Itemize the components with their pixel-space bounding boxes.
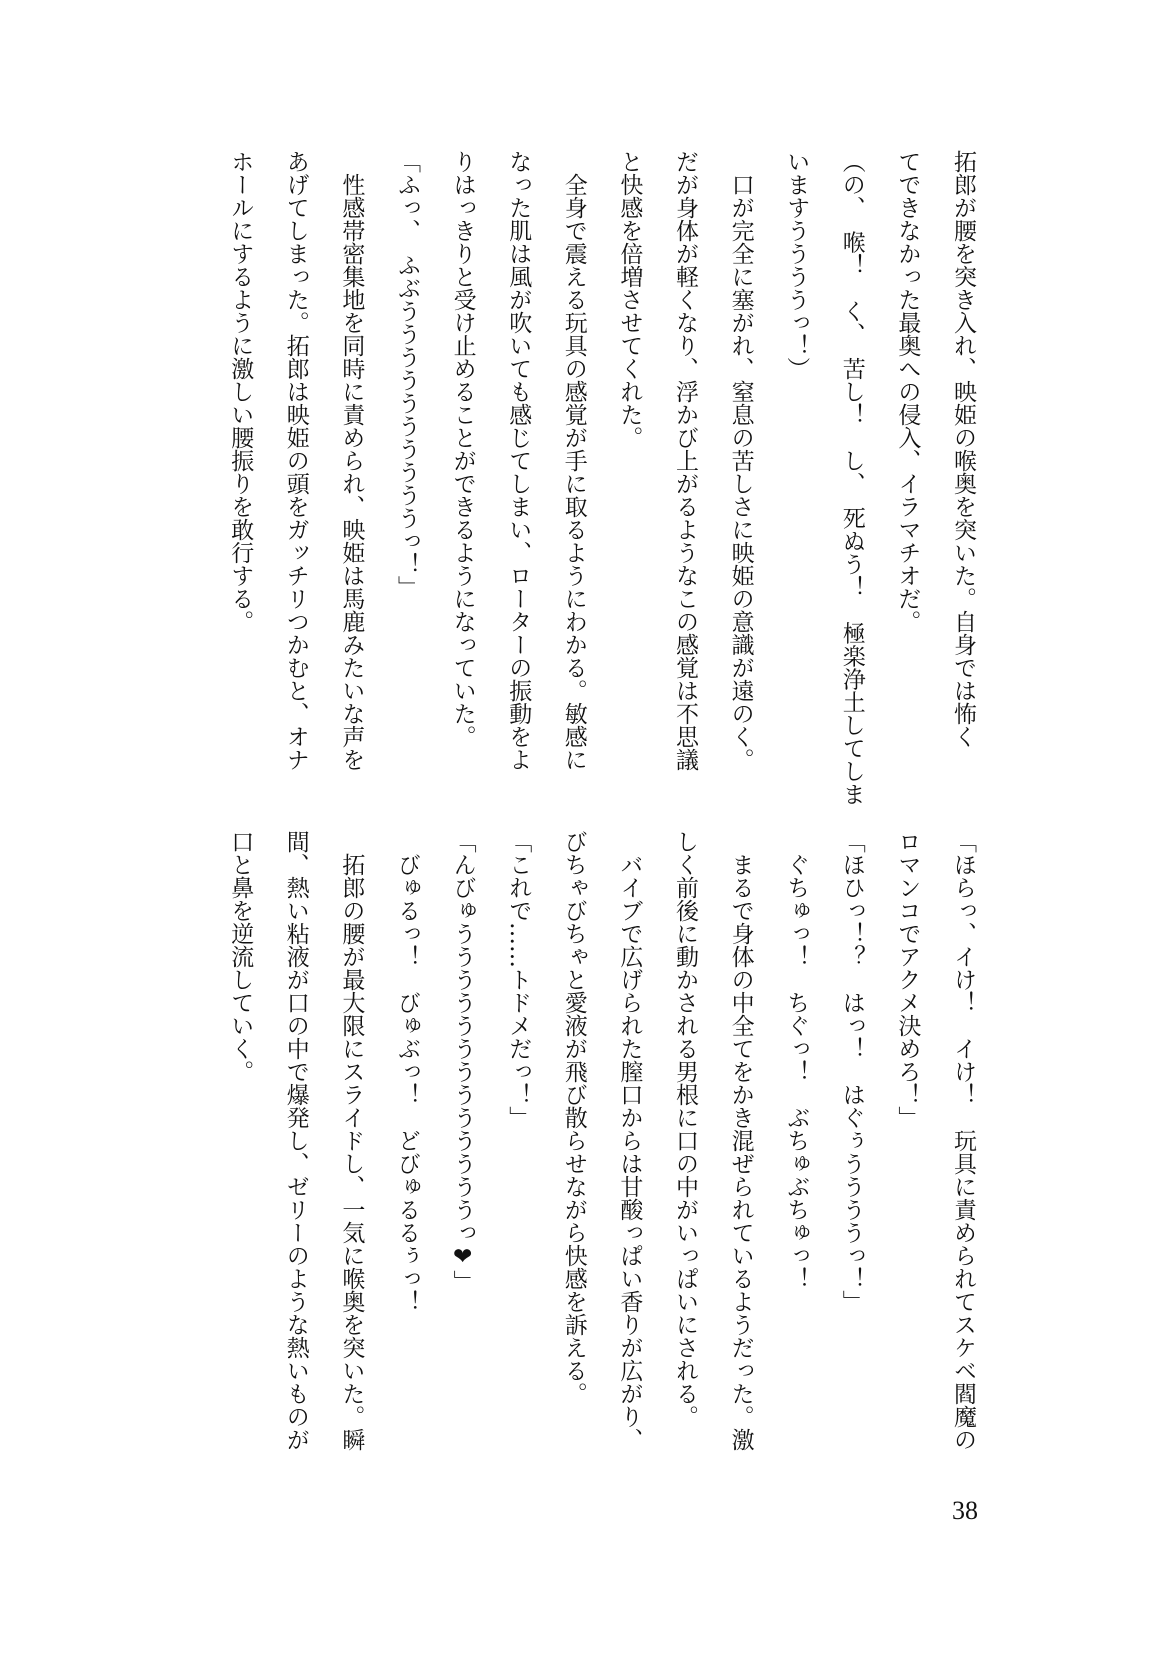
text-column: 口が完全に塞がれ、窒息の苦しさに映姫の意識が遠のく。 (727, 150, 754, 771)
text-column: あげてしまった。拓郎は映姫の頭をガッチリつかむと、オナ (282, 150, 309, 771)
text-column: 「ほひっ！？ はっ！ はぐぅううううっ！」 (838, 830, 865, 1313)
text-column: と快感を倍増させてくれた。 (616, 150, 643, 449)
text-column: 「ふっ、 ふぶううううううううううっ！」 (394, 150, 420, 599)
text-column: だが身体が軽くなり、浮かび上がるようなこの感覚は不思議 (672, 150, 698, 771)
text-column: 「んびゅうううううううううううううっ❤」 (449, 830, 476, 1293)
text-column: 間、熱い粘液が口の中で爆発し、ゼリーのような熱いものが (282, 830, 309, 1451)
page-number: 38 (952, 1496, 978, 1525)
text-column: ぐちゅっ！ ちぐっ！ ぶちゅぶちゅっ！ (783, 830, 810, 1290)
text-column: しく前後に動かされる男根に口の中がいっぱいにされる。 (672, 830, 698, 1428)
text-column: りはっきりと受け止めることができるようになっていた。 (449, 150, 476, 748)
text-column: びゅるっ！ びゅぶっ！ どびゅるるぅっ！ (394, 830, 420, 1313)
text-column: （の、 喉！ く、 苦し！ し、 死ぬう！ 極楽浄土してしま (838, 150, 865, 806)
text-column: てできなかった最奥への侵入、イラマチオだ。 (894, 150, 921, 633)
text-column: 拓郎の腰が最大限にスライドし、一気に喉奥を突いた。瞬 (338, 830, 365, 1451)
text-column: 「これで……トドメだっ！」 (505, 830, 532, 1129)
text-column: 性感帯密集地を同時に責められ、映姫は馬鹿みたいな声を (338, 150, 365, 771)
text-column: ホールにするように激しい腰振りを敢行する。 (227, 150, 254, 633)
text-column: いますううううっ！） (783, 150, 810, 380)
text-column: 全身で震える玩具の感覚が手に取るようにわかる。敏感に (560, 150, 587, 771)
text-column: ロマンコでアクメ決めろ！」 (894, 830, 921, 1129)
text-column: びちゃびちゃと愛液が飛び散らせながら快感を訴える。 (560, 830, 587, 1405)
text-column: なった肌は風が吹いても感じてしまい、ローターの振動をよ (505, 150, 532, 771)
text-column: バイブで広げられた膣口からは甘酸っぱい香りが広がり、 (616, 830, 643, 1451)
text-column: 口と鼻を逆流していく。 (227, 830, 254, 1083)
text-column: 拓郎が腰を突き入れ、映姫の喉奥を突いた。自身では怖く (950, 150, 976, 748)
text-column: 「ほらっ、イけ！ イけ！ 玩具に責められてスケベ閻魔の (950, 830, 976, 1451)
text-column: まるで身体の中全てをかき混ぜられているようだった。激 (727, 830, 754, 1451)
